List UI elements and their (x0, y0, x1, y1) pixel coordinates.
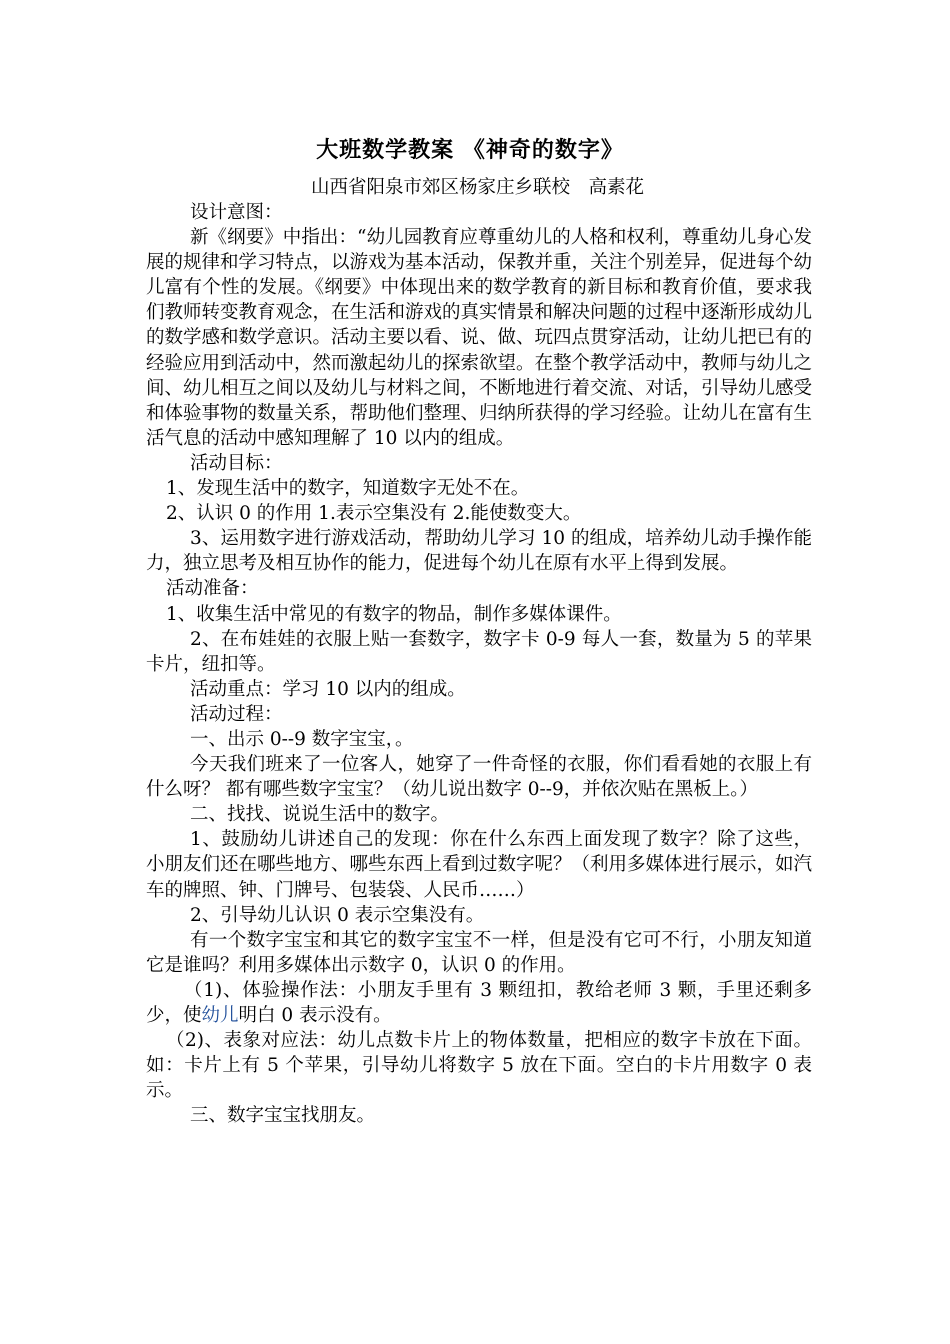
paragraph: 1、收集生活中常见的有数字的物品，制作多媒体课件。 (166, 603, 622, 625)
paragraph: 2、在布娃娃的衣服上贴一套数字，数字卡 0-9 每人一套，数量为 5 的苹果卡片，纽扣等。 (146, 628, 812, 675)
author-line: 山西省阳泉市郊区杨家庄乡联校 高素花 (310, 177, 644, 198)
paragraph: 活动过程： (190, 703, 283, 725)
paragraph: 今天我们班来了一位客人，她穿了一件奇怪的衣服，你们看看她的衣服上有什么呀？ 都有哪些数字宝宝？（幼儿说出数字 0--9，并依次贴在黑板上。） (146, 754, 812, 801)
paragraph-text: 明白 0 表示没有。 (238, 1005, 392, 1026)
paragraph-group (146, 200, 812, 978)
paragraph: 1、鼓励幼儿讲述自己的发现：你在什么东西上面发现了数字？除了这些，小朋友们还在哪些地方、哪些东西上看到过数字呢？（利用多媒体进行展示，如汽车的牌照、钟、门牌号、包装袋、人民币……） (146, 829, 813, 901)
paragraph: 活动目标： (190, 452, 283, 474)
paragraph: 活动重点：学习 10 以内的组成。 (190, 678, 466, 700)
document-body (146, 200, 812, 1128)
paragraph: 2、引导幼儿认识 0 表示空集没有。 (190, 904, 485, 926)
paragraph: 2、认识 0 的作用 1.表示空集没有 2.能使数变大。 (166, 503, 582, 525)
paragraph: 有一个数字宝宝和其它的数字宝宝不一样，但是没有它可不行，小朋友知道它是谁吗？利用多媒体出示数字 0，认识 0 的作用。 (146, 929, 812, 976)
paragraph: 三、数字宝宝找朋友。 (190, 1105, 376, 1127)
paragraph-group (146, 1028, 812, 1128)
paragraph-experience-method (146, 978, 812, 1028)
paragraph: 新《纲要》中指出：“幼儿园教育应尊重幼儿的人格和权利，尊重幼儿身心发展的规律和学习特点，以游戏为基本活动，保教并重，关注个别差异，促进每个幼儿富有个性的发展。《纲要》中体现出来的数学教育的新目标和教育价值，要求我们教师转变教育观念，在生活和游戏的真实情景和解决问题的过程中逐渐形成幼儿的数学感和数学意识。活动主要以看、说、做、玩四点贯穿活动，让幼儿把已有的经验应用到活动中，然而激起幼儿的探索欲望。在整个教学活动中，教师与幼儿之间、幼儿相互之间以及幼儿与材料之间，不断地进行着交流、对话，引导幼儿感受和体验事物的数量关系，帮助他们整理、归纳所获得的学习经验。让幼儿在富有生活气息的活动中感知理解了 10 以内的组成。 (146, 227, 813, 449)
paragraph: 活动准备： (166, 578, 259, 600)
paragraph: 一、出示 0--9 数字宝宝，。 (190, 728, 414, 750)
paragraph: 3、运用数字进行游戏活动，帮助幼儿学习 10 的组成，培养幼儿动手操作能力，独立思考及相互协作的能力，促进每个幼儿在原有水平上得到发展。 (146, 528, 812, 575)
paragraph: 1、发现生活中的数字，知道数字无处不在。 (166, 478, 530, 500)
document-title: 大班数学教案 《神奇的数字》 (316, 137, 624, 163)
paragraph-text: （1)、体验操作法：小朋友手里有 3 颗纽扣，教给老师 3 颗，手里还剩多少，使 (146, 979, 812, 1026)
paragraph: 二、找找、说说生活中的数字。 (190, 804, 450, 826)
inline-link[interactable]: 幼儿 (201, 1005, 239, 1026)
paragraph: （2)、表象对应法：幼儿点数卡片上的物体数量，把相应的数字卡放在下面。如：卡片上有 5 个苹果，引导幼儿将数字 5 放在下面。空白的卡片用数字 0 表示。 (146, 1030, 812, 1102)
paragraph: 设计意图： (190, 202, 283, 223)
